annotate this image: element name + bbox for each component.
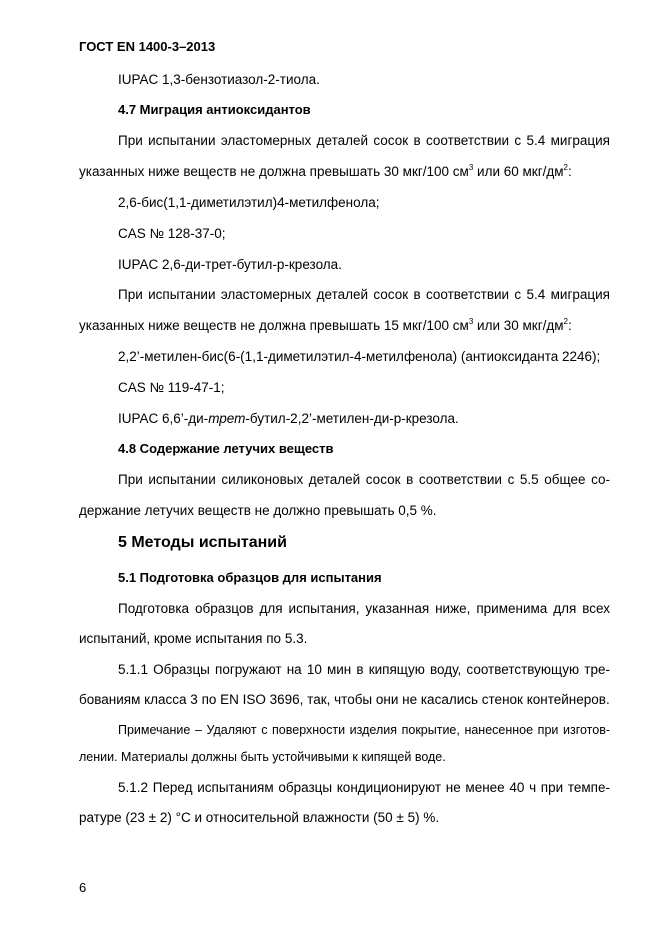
text-line: 2,6-бис(1,1-диметилэтил)4-метилфенола; [118,195,380,210]
text-line: IUPAC 1,3-бензотиазол-2-тиола. [118,72,320,87]
text-line: бованиям класса 3 по EN ISO 3696, так, чтобы они не касались стенок контейнеров. [79,692,610,707]
text-line: 5.1.1 Образцы погружают на 10 мин в кипящую воду, соответствующую тре- [118,662,610,677]
text-line: испытаний, кроме испытания по 5.3. [79,631,308,646]
text-line: При испытании эластомерных деталей сосок в соответствии с 5.4 миграция [118,287,610,302]
section-heading-5-1: 5.1 Подготовка образцов для испытания [118,570,382,585]
text-line: указанных ниже веществ не должна превышать 15 мкг/100 $см^3$ или 30 мкг/$дм^2$: [79,317,572,333]
page-number: 6 [79,880,87,895]
text-line: При испытании эластомерных деталей сосок в соответствии с 5.4 миграция [118,133,610,148]
text-line: IUPAC 6,6’-ди-трет-бутил-2,2’-метилен-ди-p-крезола. [118,411,459,426]
text-line: 5.1.2 Перед испытаниям образцы кондиционируют не менее 40 ч при темпе- [118,780,610,795]
text-line: CAS № 128-37-0; [118,226,226,241]
section-heading-4-7: 4.7 Миграция антиоксидантов [118,102,311,117]
text-line: IUPAC 2,6-ди-трет-бутил-p-крезола. [118,257,342,272]
text-line: держание летучих веществ не должно превышать 0,5 %. [79,503,437,518]
text-line: CAS № 119-47-1; [118,380,225,395]
text-line: 2,2’-метилен-бис(6-(1,1-диметилэтил-4-метилфенола) (антиоксиданта 2246); [118,349,601,364]
text-line: указанных ниже веществ не должна превышать 30 мкг/100 $см^3$ или 60 мкг/$дм^2$: [79,163,572,179]
document-header: ГОСТ EN 1400-3–2013 [79,39,216,54]
section-heading-5: 5 Методы испытаний [118,534,287,551]
note-line: Примечание – Удаляют с поверхности изделия покрытие, нанесенное при изготов- [118,723,610,737]
text-line: Подготовка образцов для испытания, указанная ниже, применима для всех [118,601,610,616]
text-line: ратуре (23 ± 2) °С и относительной влажности (50 ± 5) %. [79,810,440,825]
section-heading-4-8: 4.8 Содержание летучих веществ [118,441,334,456]
text-line: При испытании силиконовых деталей сосок в соответствии с 5.5 общее со- [118,472,610,487]
note-line: лении. Материалы должны быть устойчивыми к кипящей воде. [79,750,446,764]
